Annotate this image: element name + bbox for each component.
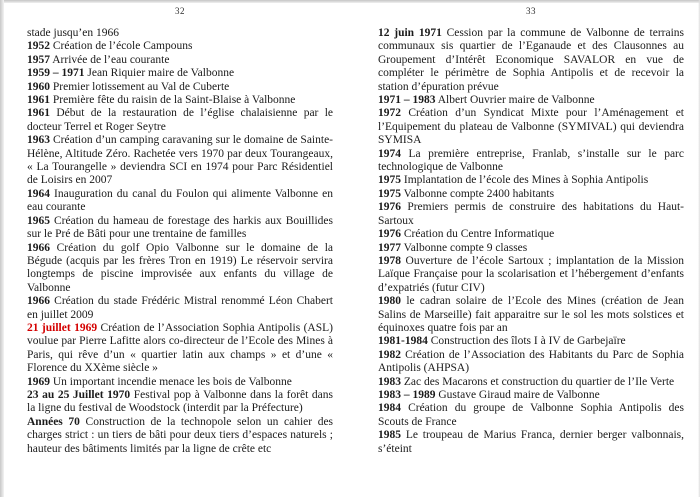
scan-edge-left [0,0,4,497]
entry-date: 1961 [27,94,50,107]
entry-date: 1957 [27,53,50,66]
timeline-entry [27,54,333,67]
scan-edge-top [0,0,700,3]
entry-date: 1969 [27,375,50,388]
timeline-entry [378,376,684,389]
entry-text: Création du hameau de forestage des harkis aux Bouillides sur le Pré de Bâti pour une trentaine de familles [27,214,334,241]
entry-date: 1983 – 1989 [378,388,436,401]
timeline-entry [378,201,684,228]
entry-date: 1975 [378,187,401,200]
timeline-entry [27,94,333,107]
entry-text: Inauguration du canal du Foulon qui alimente Valbonne en eau courante [27,187,334,214]
entry-text: Gustave Giraud maire de Valbonne [438,388,600,401]
timeline-entry [378,242,684,255]
timeline-entry [27,40,333,53]
entry-text: Construction des îlots I à IV de Garbejaïre [430,335,626,348]
timeline-entry [378,27,684,94]
entry-date: 1980 [378,295,401,308]
entry-text: Création de l’Association des Habitants du Parc de Sophia Antipolis (AHPSA) [378,348,684,375]
entry-text: stade jusqu’en 1966 [27,27,119,39]
page-number-left: 32 [175,6,185,16]
entry-text: Valbonne compte 2400 habitants [403,187,555,200]
timeline-entry [27,416,333,456]
timeline-entry [378,228,684,241]
timeline-entry [27,389,333,416]
entry-date: 1974 [378,147,401,160]
entry-text: Jean Riquier maire de Valbonne [87,67,235,80]
timeline-entry [378,188,684,201]
entry-date: 12 juin 1971 [378,27,442,39]
entry-date: 1976 [378,228,401,241]
entry-text: Création du groupe de Valbonne Sophia Antipolis des Scouts de France [378,402,684,428]
timeline-entry [27,81,333,94]
entry-date: 1983 [378,375,401,388]
entry-date: 1984 [378,402,401,415]
timeline-entry [27,376,333,389]
entry-date: 1972 [378,107,401,120]
entry-text: Construction de la technopole selon un cahier des charges strict : un tiers de bâti pour deux tiers d’espaces naturels ; hauteur des bâtiments limités par la ligne de crête etc [27,415,334,455]
timeline-entry [378,429,684,456]
entry-date: 1977 [378,241,401,254]
timeline-entry [378,107,684,147]
timeline-entry [27,295,333,322]
entry-date: 1964 [27,187,50,200]
timeline-entry [27,215,333,242]
entry-text: Création de l’Association Sophia Antipolis (ASL) voulue par Pierre Lafitte alors co-directeur de l’Ecole des Mines à Paris, qui rêve d’un « quartier latin aux champs » et d’une « Florence du XXème siècle » [27,321,333,375]
timeline-entry [27,188,333,215]
entry-text: Le troupeau de Marius Franca, dernier berger valbonnais, s’éteint [378,429,684,455]
entry-text: le cadran solaire de l’Ecole des Mines (création de Jean Salins de Marseille) fait apparaitre sur le sol les mots solstices et équinoxes quatre fois par an [378,295,684,334]
timeline-entry [27,242,333,296]
entry-text: Festival pop à Valbonne dans la forêt dans la ligne du festival de Woodstock (interdit par la Préfecture) [27,388,334,415]
entry-text: Début de la restauration de l’église chalaisienne par le docteur Terrel et Roger Seytre [27,107,333,133]
entry-date: 1975 [378,174,401,187]
entry-text: Arrivée de l’eau courante [52,53,170,66]
timeline-entry [378,94,684,107]
entry-text: Premiers permis de construire des habitations du Haut-Sartoux [378,201,684,227]
entry-text: Ouverture de l’école Sartoux ; implantation de la Mission Laïque Française pour la scolarisation et l’hébergement d’enfants d’expatriés (futur CIV) [378,254,684,294]
timeline-entry [27,27,333,40]
entry-date: 1961 [27,107,50,120]
entry-text: Création d’un Syndicat Mixte pour l’Aménagement et l’Equipement du plateau de Valbonne (SYMIVAL) qui deviendra SYMISA [378,107,685,147]
page-number-right: 33 [526,6,536,16]
timeline-entry [27,67,333,80]
entry-date: 1971 – 1983 [378,94,436,107]
timeline-entry [378,402,684,429]
entry-date: 1978 [378,254,401,267]
entry-text: Création du Centre Informatique [403,228,555,241]
entry-date: 1965 [27,214,50,227]
entry-text: Première fête du raisin de la Saint-Blaise à Valbonne [52,94,296,107]
timeline-entry [378,255,684,295]
page-body-left [27,27,333,456]
timeline-entry [378,174,684,187]
page-33 [378,6,684,456]
entry-date: 1982 [378,348,401,361]
entry-text: Implantation de l’école des Mines à Sophia Antipolis [403,174,649,187]
entry-text: Zac des Macarons et construction du quartier de l’Ile Verte [403,375,675,388]
entry-text: La première entreprise, Franlab, s’installe sur le parc technologique de Valbonne [378,147,684,174]
entry-date: 1985 [378,429,401,442]
entry-date: 1963 [27,134,50,147]
entry-text: Valbonne compte 9 classes [403,241,528,254]
timeline-entry [378,295,684,335]
timeline-entry [378,148,684,175]
timeline-entry [378,349,684,376]
entry-text: Création d’un camping caravaning sur le domaine de Sainte-Hélène, Altitude Zéro. Rachetée vers 1970 par deux Tourangeaux, « La Tourangelle » deviendra SCI en 1974 pour Parc Résidentiel de Loisirs en 2007 [27,134,334,187]
entry-text: Création de l’école Campouns [52,40,193,53]
page-body-right [378,27,684,456]
page-32 [27,6,333,456]
entry-date: 1966 [27,295,50,308]
timeline-entry [27,134,333,188]
entry-text: Création du stade Frédéric Mistral renommé Léon Chabert en juillet 2009 [27,295,333,321]
timeline-entry [27,107,333,134]
entry-date: 1959 – 1971 [27,67,85,80]
entry-text: Cession par la commune de Valbonne de terrains communaux sis quartier de l’Eganaude et des Clausonnes au Groupement d’Intérêt Economique SAVALOR en vue de compléter le périmètre de Sophia Antipolis et de recevoir la station d’épuration prévue [378,27,684,93]
entry-date-highlighted: 21 juillet 1969 [27,321,98,334]
timeline-entry [378,389,684,402]
timeline-entry [378,335,684,348]
entry-text: Premier lotissement au Val de Cuberte [52,80,230,93]
entry-date: 1952 [27,40,50,53]
entry-text: Création du golf Opio Valbonne sur le domaine de la Bégude (acquis par les frères Tron en 1919) Le réservoir servira longtemps de piscine improvisée aux enfants du village de Valbonne [27,241,333,294]
entry-date: Années 70 [27,415,80,428]
entry-text: Albert Ouvrier maire de Valbonne [437,94,595,107]
entry-date: 1960 [27,80,50,93]
timeline-entry [27,322,333,376]
entry-text: Un important incendie menace les bois de Valbonne [52,375,292,388]
entry-date: 1981-1984 [378,335,428,348]
entry-date: 1966 [27,241,50,254]
entry-date: 23 au 25 Juillet 1970 [27,388,131,401]
entry-date: 1976 [378,201,401,214]
